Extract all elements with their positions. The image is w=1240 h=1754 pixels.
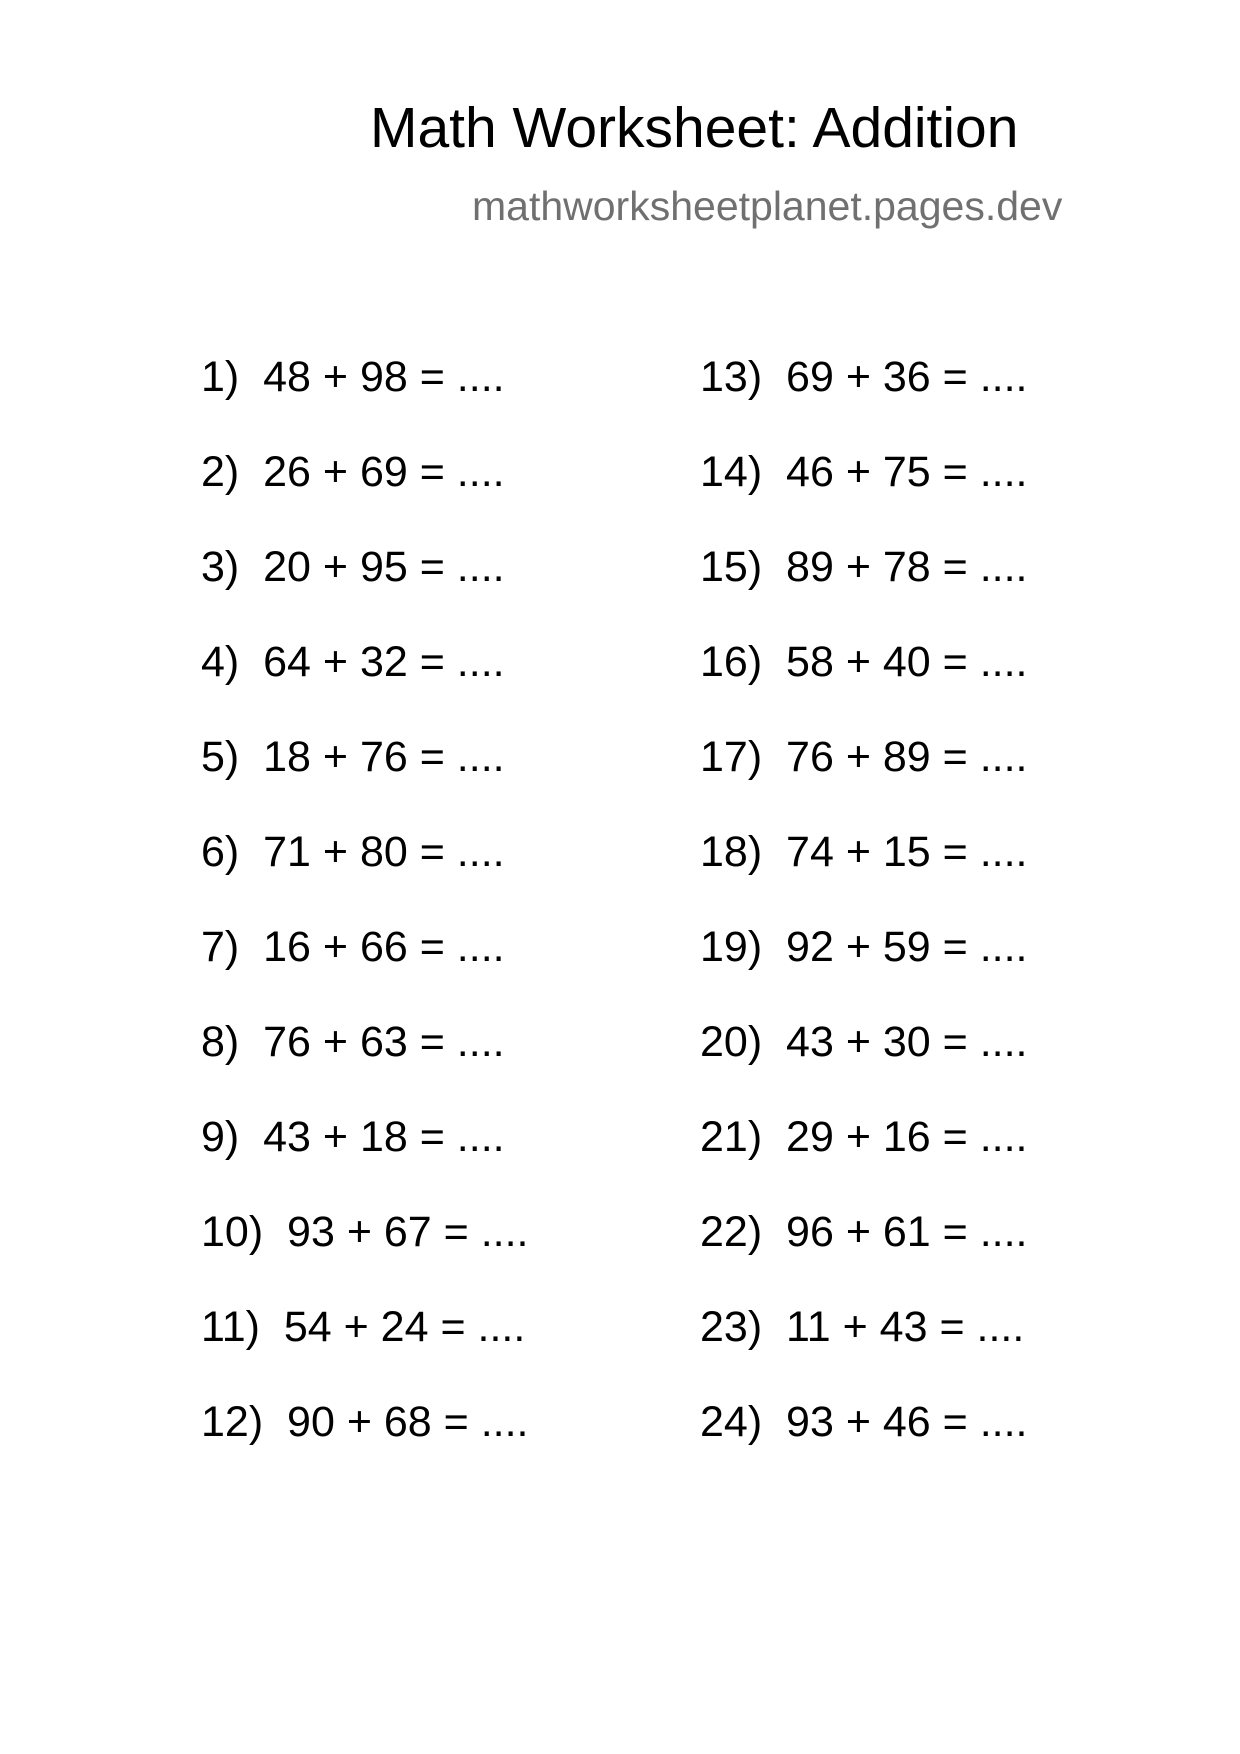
problem-24: 24) 93 + 46 = .... <box>700 1398 1028 1446</box>
problem-5: 5) 18 + 76 = .... <box>201 733 505 781</box>
problem-18: 18) 74 + 15 = .... <box>700 828 1028 876</box>
problem-20: 20) 43 + 30 = .... <box>700 1018 1028 1066</box>
problem-17: 17) 76 + 89 = .... <box>700 733 1028 781</box>
problem-3: 3) 20 + 95 = .... <box>201 543 505 591</box>
problem-11: 11) 54 + 24 = .... <box>201 1303 526 1351</box>
problem-1: 1) 48 + 98 = .... <box>201 353 505 401</box>
problem-12: 12) 90 + 68 = .... <box>201 1398 529 1446</box>
problem-16: 16) 58 + 40 = .... <box>700 638 1028 686</box>
problem-8: 8) 76 + 63 = .... <box>201 1018 505 1066</box>
problem-23: 23) 11 + 43 = .... <box>700 1303 1025 1351</box>
problem-21: 21) 29 + 16 = .... <box>700 1113 1028 1161</box>
problem-13: 13) 69 + 36 = .... <box>700 353 1028 401</box>
problem-4: 4) 64 + 32 = .... <box>201 638 505 686</box>
problem-2: 2) 26 + 69 = .... <box>201 448 505 496</box>
problem-22: 22) 96 + 61 = .... <box>700 1208 1028 1256</box>
problem-column-left <box>201 352 529 1492</box>
problem-19: 19) 92 + 59 = .... <box>700 923 1028 971</box>
problem-6: 6) 71 + 80 = .... <box>201 828 505 876</box>
problem-9: 9) 43 + 18 = .... <box>201 1113 505 1161</box>
problem-10: 10) 93 + 67 = .... <box>201 1208 529 1256</box>
page-title: Math Worksheet: Addition <box>370 96 1019 160</box>
problem-7: 7) 16 + 66 = .... <box>201 923 505 971</box>
problem-14: 14) 46 + 75 = .... <box>700 448 1028 496</box>
source-url: mathworksheetplanet.pages.dev <box>472 183 1063 229</box>
problem-15: 15) 89 + 78 = .... <box>700 543 1028 591</box>
problem-column-right <box>700 352 1028 1492</box>
